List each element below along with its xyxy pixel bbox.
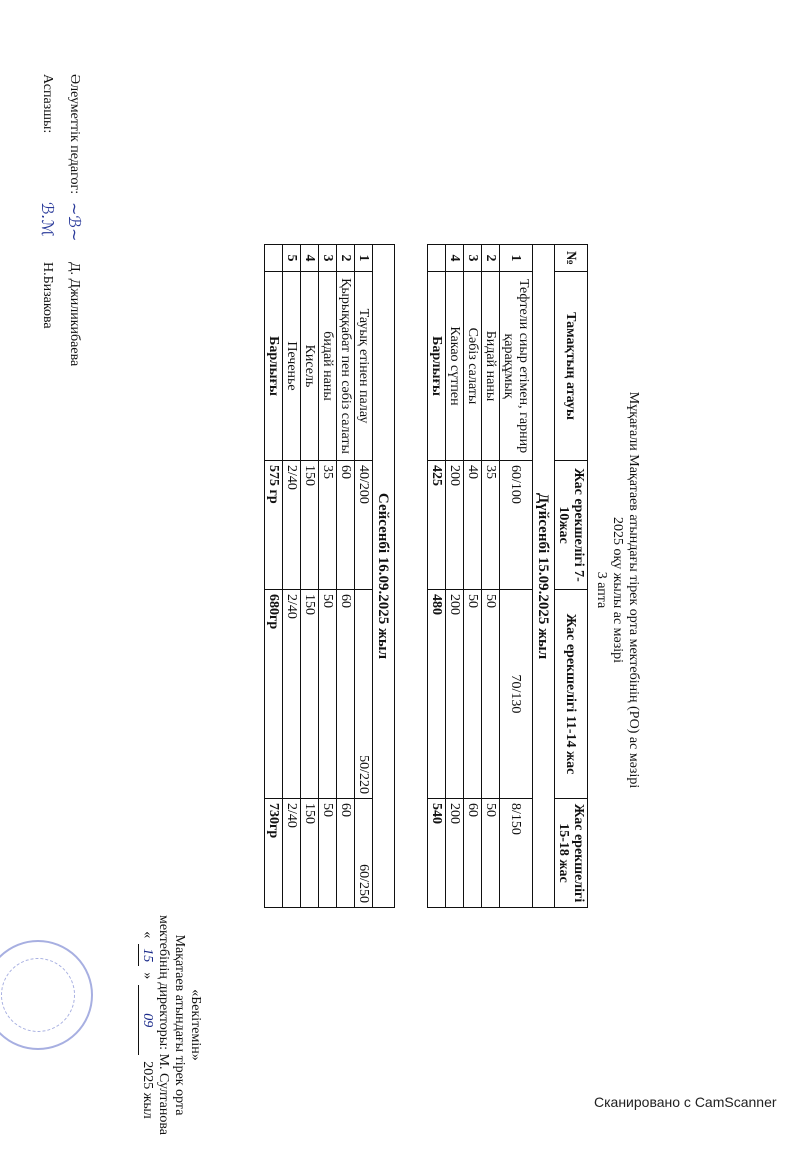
column-header: Жас ерекшелігі 7-10жас bbox=[555, 461, 588, 590]
portion-7-10: 60/100 bbox=[500, 461, 533, 590]
table-row bbox=[355, 245, 373, 908]
total-row bbox=[265, 245, 283, 908]
table-row bbox=[482, 245, 500, 908]
approval-school: Мақатаев атындағы тірек орта bbox=[172, 934, 187, 1116]
approval-block bbox=[138, 875, 203, 1175]
total-7-10: 575 гр bbox=[265, 461, 283, 590]
portion-15-18: 200 bbox=[446, 799, 464, 908]
column-header: Жас ерекшелігі 11-14 жас bbox=[555, 590, 588, 799]
portion-11-14: 2/40 bbox=[283, 590, 301, 799]
date-year: 2025 жыл bbox=[140, 1061, 155, 1119]
approval-date bbox=[138, 875, 155, 1175]
total-11-14: 480 bbox=[428, 590, 446, 799]
portion-7-10: 150 bbox=[301, 461, 319, 590]
column-header: № bbox=[555, 245, 588, 272]
total-label: Барлығы bbox=[428, 272, 446, 461]
table-row bbox=[500, 245, 533, 908]
date-month: 09 bbox=[138, 985, 155, 1055]
day-title-row bbox=[373, 245, 395, 908]
dish-name: Тефтели сиыр етімен, гарнир қарақұмық bbox=[500, 272, 533, 461]
document-header bbox=[593, 240, 641, 940]
portion-11-14: 150 bbox=[301, 590, 319, 799]
table-spacer bbox=[395, 245, 428, 908]
portion-7-10: 40 bbox=[464, 461, 482, 590]
total-row bbox=[428, 245, 446, 908]
portion-15-18: 50 bbox=[319, 799, 337, 908]
table-row bbox=[319, 245, 337, 908]
date-quote-open: « bbox=[140, 931, 155, 939]
week-label: 3 апта bbox=[594, 571, 609, 609]
signature-row-pedagog bbox=[61, 74, 88, 366]
handwritten-signature-icon: ℬ.ℳ bbox=[38, 202, 57, 237]
row-number bbox=[265, 245, 283, 272]
column-header: Жас ерекшелігі 15-18 жас bbox=[555, 799, 588, 908]
director-name: М. Султанова bbox=[156, 1053, 171, 1136]
table-row bbox=[337, 245, 355, 908]
day-title: Дүйсенбі 15.09.2025 жыл bbox=[533, 245, 555, 908]
portion-11-14: 70/130 bbox=[500, 590, 533, 799]
document-title: Мұқағали Мақатаев атындағы тірек орта мектебінің (РО) ас мәзірі bbox=[626, 391, 641, 789]
dish-name: Қырыққабат пен сәбіз салаты bbox=[337, 272, 355, 461]
day-title-row bbox=[533, 245, 555, 908]
cook-label: Аспазшы: bbox=[40, 74, 55, 134]
approval-director-line bbox=[155, 875, 171, 1175]
table-row bbox=[301, 245, 319, 908]
total-15-18: 540 bbox=[428, 799, 446, 908]
portion-15-18: 60/250 bbox=[355, 799, 373, 908]
portion-7-10: 2/40 bbox=[283, 461, 301, 590]
cook-name: Н.Бизакова bbox=[40, 262, 55, 329]
table-header-row bbox=[555, 245, 588, 908]
row-number: 5 bbox=[283, 245, 301, 272]
portion-15-18: 60 bbox=[464, 799, 482, 908]
portion-7-10: 35 bbox=[319, 461, 337, 590]
table-row bbox=[446, 245, 464, 908]
dish-name: Кисель bbox=[301, 272, 319, 461]
seal-inner-ring-icon bbox=[1, 958, 75, 1032]
dish-name: Печенье bbox=[283, 272, 301, 461]
row-number: 1 bbox=[500, 245, 533, 272]
row-number: 1 bbox=[355, 245, 373, 272]
spacer-cell bbox=[395, 245, 428, 908]
approval-position: мектебінің директоры: bbox=[156, 914, 171, 1051]
portion-7-10: 35 bbox=[482, 461, 500, 590]
document-subtitle: 2025 оқу жылы ас мәзірі bbox=[610, 516, 625, 664]
dish-name: Какао сүтпен bbox=[446, 272, 464, 461]
portion-11-14: 50 bbox=[482, 590, 500, 799]
portion-15-18: 2/40 bbox=[283, 799, 301, 908]
portion-15-18: 150 bbox=[301, 799, 319, 908]
row-number: 2 bbox=[482, 245, 500, 272]
total-label: Барлығы bbox=[265, 272, 283, 461]
signature-row-cook bbox=[34, 74, 61, 366]
portion-11-14: 50 bbox=[319, 590, 337, 799]
pedagog-name: Д. Джиликибаева bbox=[67, 262, 82, 367]
approval-heading: «Бекітемін» bbox=[188, 989, 203, 1061]
signatures-block bbox=[34, 74, 88, 366]
table-row bbox=[464, 245, 482, 908]
row-number: 3 bbox=[464, 245, 482, 272]
portion-11-14: 60 bbox=[337, 590, 355, 799]
row-number: 3 bbox=[319, 245, 337, 272]
portion-7-10: 200 bbox=[446, 461, 464, 590]
dish-name: бидай наны bbox=[319, 272, 337, 461]
total-15-18: 730гр bbox=[265, 799, 283, 908]
date-quote-close: » bbox=[140, 972, 155, 980]
table-row bbox=[283, 245, 301, 908]
portion-15-18: 8/150 bbox=[500, 799, 533, 908]
scanner-watermark: Сканировано с CamScanner bbox=[594, 1094, 777, 1110]
row-number: 2 bbox=[337, 245, 355, 272]
portion-15-18: 60 bbox=[337, 799, 355, 908]
dish-name: Бидай наны bbox=[482, 272, 500, 461]
portion-11-14: 50/220 bbox=[355, 590, 373, 799]
handwritten-signature-icon: ~ℬ~ bbox=[65, 202, 84, 242]
day-title: Сейсенбі 16.09.2025 жыл bbox=[373, 245, 395, 908]
dish-name: Тауық етінен палау bbox=[355, 272, 373, 461]
row-number bbox=[428, 245, 446, 272]
portion-15-18: 50 bbox=[482, 799, 500, 908]
total-11-14: 680гр bbox=[265, 590, 283, 799]
row-number: 4 bbox=[446, 245, 464, 272]
portion-7-10: 60 bbox=[337, 461, 355, 590]
date-day: 15 bbox=[138, 944, 155, 966]
total-7-10: 425 bbox=[428, 461, 446, 590]
pedagog-label: Әлеуметтік педагог: bbox=[67, 74, 82, 195]
portion-11-14: 50 bbox=[464, 590, 482, 799]
portion-7-10: 40/200 bbox=[355, 461, 373, 590]
column-header: Тамақтың атауы bbox=[555, 272, 588, 461]
row-number: 4 bbox=[301, 245, 319, 272]
portion-11-14: 200 bbox=[446, 590, 464, 799]
dish-name: Сәбіз салаты bbox=[464, 272, 482, 461]
menu-table bbox=[264, 244, 588, 908]
